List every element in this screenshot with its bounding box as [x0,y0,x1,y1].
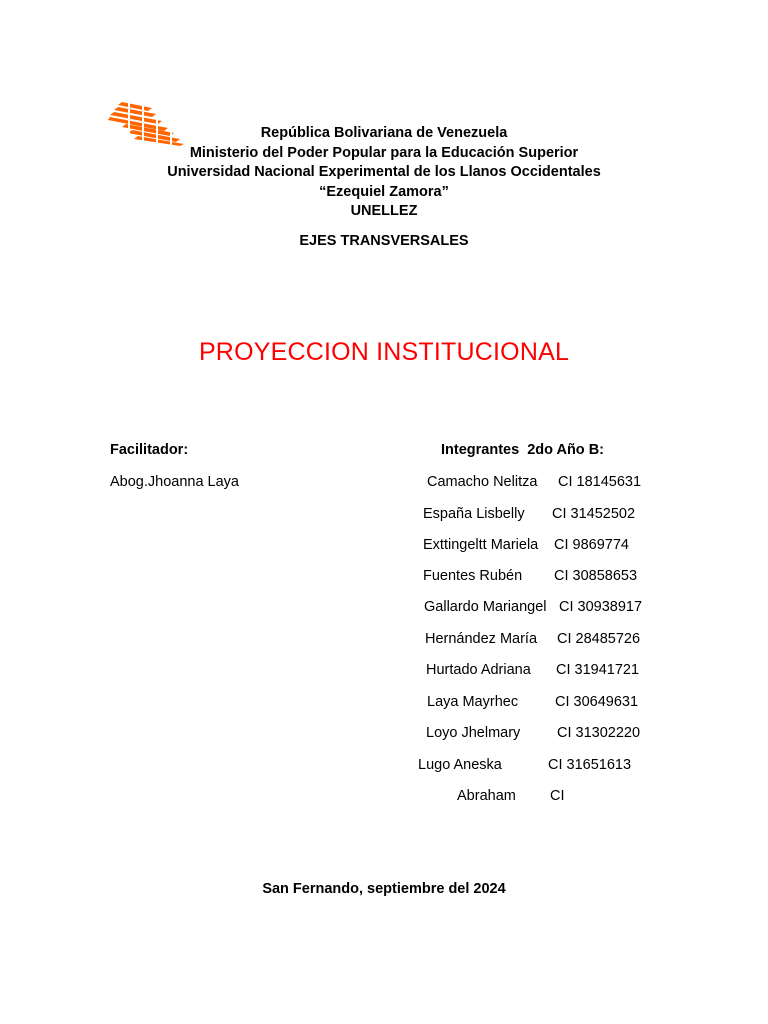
header-line-ministry: Ministerio del Poder Popular para la Educación Superior [189,144,579,161]
header-line-country: República Bolivariana de Venezuela [260,125,508,141]
list-item [425,631,641,647]
members-label: Integrantes 2do Año B: [441,442,604,458]
subject-title: EJES TRANSVERSALES [299,233,469,249]
institution-header [0,124,768,222]
member-name: Exttingeltt Mariela [423,537,539,553]
list-item [427,694,639,710]
member-ci: CI 30938917 [559,599,643,615]
member-ci: CI 18145631 [558,474,642,490]
member-name: Fuentes Rubén [423,568,523,584]
member-name: Camacho Nelitza [427,474,538,490]
member-ci: CI 9869774 [554,537,629,553]
list-item [457,788,565,804]
header-line-acronym: UNELLEZ [350,203,418,219]
list-item [423,537,629,553]
facilitator-name: Abog.Jhoanna Laya [110,474,239,490]
list-item [418,757,632,773]
member-name: España Lisbelly [423,506,525,522]
list-item [426,662,640,678]
list-item [423,506,636,522]
member-ci: CI 30858653 [554,568,638,584]
facilitator-label: Facilitador: [110,442,189,458]
member-ci: CI [550,788,565,804]
member-name: Gallardo Mariangel [424,599,547,615]
header-line-namesake: “Ezequiel Zamora” [319,183,449,200]
member-name: Abraham [457,788,516,804]
member-name: Hernández María [425,631,538,647]
member-ci: CI 31651613 [548,757,632,773]
member-name: Hurtado Adriana [426,662,531,678]
list-item [423,568,638,584]
member-ci: CI 31452502 [552,506,636,522]
header-line-university: Universidad Nacional Experimental de los Llanos Occidentales [167,164,601,180]
member-name: Lugo Aneska [418,757,502,773]
member-name: Laya Mayrhec [427,694,519,710]
page-title: PROYECCION INSTITUCIONAL [198,338,570,366]
place-date: San Fernando, septiembre del 2024 [262,881,506,897]
member-ci: CI 31302220 [557,725,641,741]
list-item [424,599,643,615]
member-ci: CI 28485726 [557,631,641,647]
list-item [427,474,642,490]
list-item [426,725,641,741]
member-ci: CI 31941721 [556,662,640,678]
member-name: Loyo Jhelmary [426,725,521,741]
member-ci: CI 30649631 [555,694,639,710]
